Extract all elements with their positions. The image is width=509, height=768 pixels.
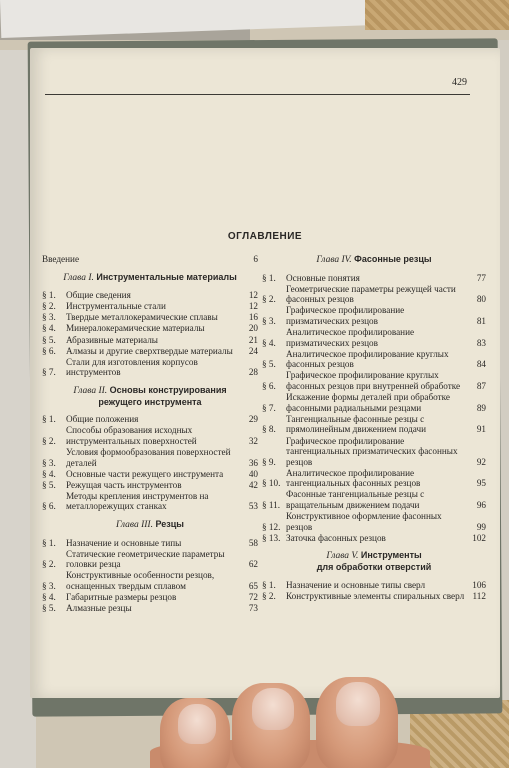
toc-entry: § 1. Общие сведения 12 [42,290,258,301]
toc-entry: § 10. Аналитическое профилирование тангенциальных фасонных резцов 95 [262,467,486,489]
toc-entry-text: Введение [42,254,80,264]
toc-entry: § 5. Алмазные резцы 73 [42,603,258,614]
toc-entry: § 5. Режущая часть инструментов 42 [42,479,258,490]
toc-entry: § 2. Статические геометрические параметры головки резца 62 [42,548,258,570]
book-page [30,48,500,698]
chapter-number: Глава I. [63,272,94,283]
toc-entry: § 3. Графическое профилирование призматических резцов 81 [262,305,486,326]
chapter-title: Инструменты [360,550,422,561]
chapter-title: Резцы [155,518,184,529]
chapter-heading [42,385,258,407]
toc-entry: § 4. Основные части режущего инструмента 40 [42,468,258,479]
fingernail [252,688,294,730]
page-number: 429 [452,77,467,88]
chapter-number: Глава III. [116,519,153,530]
toc-entry: § 1. Назначение и основные типы сверл 106 [262,579,486,590]
toc-title: ОГЛАВЛЕНИЕ [227,231,303,242]
toc-entry: § 6. Алмазы и другие сверхтвердые материалы 24 [42,345,258,356]
toc-entry: § 13. Заточка фасонных резцов 102 [262,532,486,543]
toc-entry: § 4. Минералокерамические материалы 20 [42,323,258,334]
header-rule [45,94,470,95]
chapter-number: Глава II. [73,385,108,396]
toc-left-column [42,254,258,614]
toc-entry: § 6. Графическое профилирование круглых фасонных резцов при внутренней обработке 87 [262,370,486,392]
toc-entry: § 3. Твердые металлокерамические сплавы 16 [42,312,258,323]
chapter-heading [262,254,486,266]
toc-entry-page: 6 [253,254,258,264]
fingernail [336,682,380,726]
toc-entry: § 8. Тангенциальные фасонные резцы с прямолинейным движением подачи 91 [262,413,486,435]
toc-entry: § 7. Искажение формы деталей при обработке фасонными радиальными резцами 89 [262,392,486,413]
toc-right-column [262,254,486,602]
chapter-heading [42,519,258,531]
chapter-heading [262,550,486,572]
toc-entry: § 2. Способы образования исходных инструментальных поверхностей 32 [42,425,258,446]
toc-entry: § 9. Графическое профилирование тангенциальных призматических фасонных резцов 92 [262,435,486,467]
toc-entry: § 4. Аналитическое профилирование призматических резцов 83 [262,327,486,348]
toc-entry: § 4. Габаритные размеры резцов 72 [42,592,258,603]
fingernail [178,704,216,744]
toc-entry: § 7. Стали для изготовления корпусов инструментов 28 [42,356,258,378]
chapter-number: Глава V. [326,551,359,562]
toc-entry: § 6. Методы крепления инструментов на металлорежущих станках 53 [42,490,258,512]
toc-entry: § 1. Общие положения 29 [42,414,258,425]
chapter-title: Фасонные резцы [354,254,432,264]
toc-entry: § 11. Фасонные тангенциальные резцы с вращательным движением подачи 96 [262,489,486,511]
toc-entry: § 2. Конструктивные элементы спиральных сверл 112 [262,590,486,601]
toc-entry: § 12. Конструктивное оформление фасонных резцов 99 [262,511,486,532]
chapter-heading [42,272,258,284]
chapter-subtitle: режущего инструмента [98,396,202,407]
toc-entry: § 3. Условия формообразования поверхностей деталей 36 [42,446,258,468]
toc-entry: § 1. Основные понятия 77 [262,272,486,283]
toc-entry: § 1. Назначение и основные типы 58 [42,537,258,548]
toc-entry: § 5. Аналитическое профилирование круглых фасонных резцов 84 [262,348,486,370]
chapter-title: Инструментальные материалы [96,271,237,282]
chapter-subtitle: для обработки отверстий [316,562,432,573]
chapter-number: Глава IV. [316,255,352,265]
toc-entry: § 2. Инструментальные стали 12 [42,301,258,312]
toc-entry: § 2. Геометрические параметры режущей части фасонных резцов 80 [262,283,486,305]
background-wood [365,0,509,30]
chapter-title: Основы конструирования [109,384,227,395]
toc-entry-intro [42,254,258,265]
toc-entry: § 5. Абразивные материалы 21 [42,334,258,345]
toc-entry: § 3. Конструктивные особенности резцов, оснащенных твердым сплавом 65 [42,570,258,591]
